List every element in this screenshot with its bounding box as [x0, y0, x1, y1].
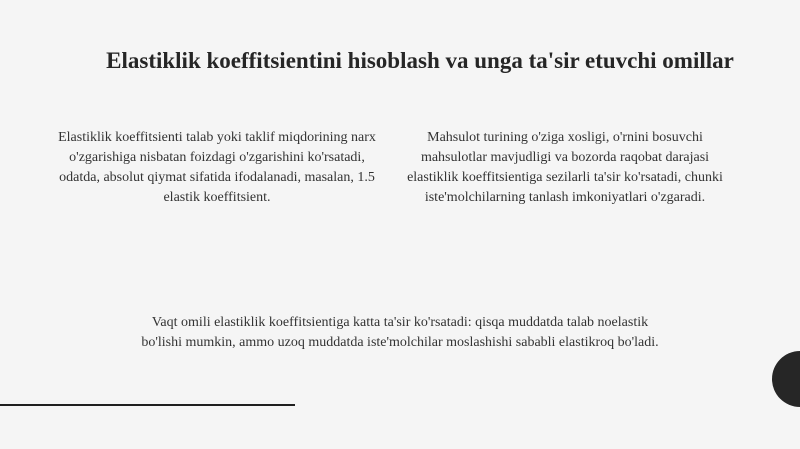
paragraph-elasticity-definition: Elastiklik koeffitsienti talab yoki taklif miqdorining narx o'zgarishiga nisbatan foizdagi o'zgarishini ko'rsatadi, odatda, absolut qiymat sifatida ifodalanadi, masalan, 1.5 elastik koeffitsient.	[58, 130, 376, 205]
decorative-circle	[772, 351, 800, 407]
paragraph-time-factor: Vaqt omili elastiklik koeffitsientiga katta ta'sir ko'rsatadi: qisqa muddatda talab noelastik bo'lishi mumkin, ammo uzoq muddatda iste'molchilar moslashishi sababli elastikroq bo'ladi.	[141, 315, 659, 350]
paragraph-influencing-factors: Mahsulot turining o'ziga xosligi, o'rnini bosuvchi mahsulotlar mavjudligi va bozorda raqobat darajasi elastiklik koeffitsientiga sezilarli ta'sir ko'rsatadi, chunki iste'molchilarning tanlash imkoniyatlari o'zgaradi.	[407, 130, 723, 205]
decorative-divider-line	[0, 404, 295, 406]
slide-title: Elastiklik koeffitsientini hisoblash va unga ta'sir etuvchi omillar	[106, 48, 734, 74]
